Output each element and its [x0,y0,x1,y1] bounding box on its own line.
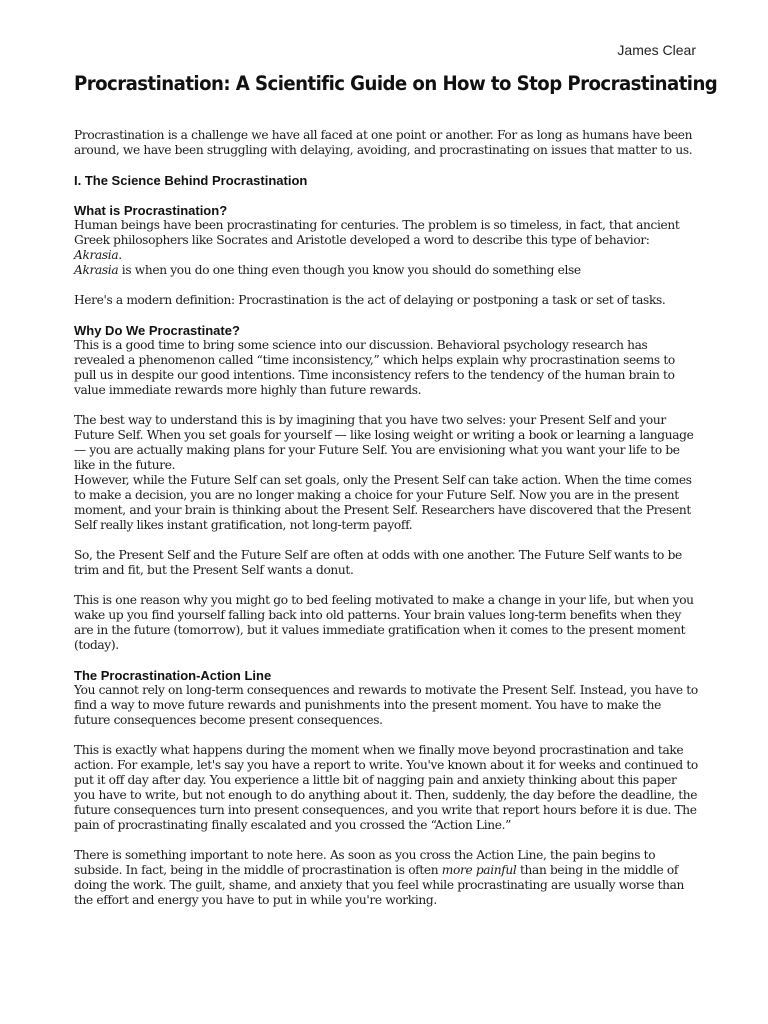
paragraph: This is exactly what happens during the moment when we finally move beyond procrastination and take action. For example, let's say you have a report to write. You've known about it for weeks and continued to put it off day after day. You experience a little bit of nagging pain and anxiety thinking about this paper you have to write, but not enough to do anything about it. Then, suddenly, the day before the deadline, the future consequences turn into present consequences, and you write that report hours before it is due. The pain of procrastinating finally escalated and you crossed the “Action Line.” [74,743,698,832]
paragraph: There is something important to note here. As soon as you cross the Action Line, the pain begins to subside. In fact, being in the middle of procrastination is often more painful than being in the middle of doing the work. The guilt, shame, and anxiety that you feel while procrastinating are usually worse than the effort and energy you have to put in while you're working. [74,848,685,907]
term-akrasia: Akrasia [74,248,119,262]
paragraph: Akrasia is when you do one thing even though you know you should do something else [74,263,581,277]
section-heading: I. The Science Behind Procrastination [74,173,308,188]
subheading-action-line: The Procrastination-Action Line [74,668,272,683]
term-akrasia: Akrasia [74,263,119,277]
author-name: James Clear [617,42,696,58]
article-title: Procrastination: A Scientific Guide on How to Stop Procrastinating [74,72,718,95]
paragraph: However, while the Future Self can set goals, only the Present Self can take action. When the time comes to make a decision, you are no longer making a choice for your Future Self. Now you are in the present moment, and your brain is thinking about the Present Self. Researchers have discovered that the Present Self really likes instant gratification, not long-term payoff. [74,473,692,532]
paragraph: The best way to understand this is by imagining that you have two selves: your Present Self and your Future Self. When you set goals for yourself — like losing weight or writing a book or learning a language — you are actually making plans for your Future Self. You are envisioning what you want your life to be like in the future. [74,413,694,472]
paragraph: Human beings have been procrastinating for centuries. The problem is so timeless, in fact, that ancient Greek philosophers like Socrates and Aristotle developed a word to describe this type of behavior: Akrasia. [74,218,680,262]
paragraph: This is a good time to bring some science into our discussion. Behavioral psychology research has revealed a phenomenon called “time inconsistency,” which helps explain why procrastination seems to pull us in despite our good intentions. Time inconsistency refers to the tendency of the human brain to value immediate rewards more highly than future rewards. [74,338,675,397]
paragraph: So, the Present Self and the Future Self are often at odds with one another. The Future Self wants to be trim and fit, but the Present Self wants a donut. [74,548,682,577]
emphasis: more painful [441,863,517,877]
paragraph: You cannot rely on long-term consequences and rewards to motivate the Present Self. Instead, you have to find a way to move future rewards and punishments into the present moment. You have to make the future consequences become present consequences. [74,683,698,727]
subheading-what-is: What is Procrastination? [74,203,228,218]
paragraph: Here's a modern definition: Procrastination is the act of delaying or postponing a task or set of tasks. [74,293,666,307]
paragraph: This is one reason why you might go to bed feeling motivated to make a change in your life, but when you wake up you find yourself falling back into old patterns. Your brain values long-term benefits when they are in the future (tomorrow), but it values immediate gratification when it comes to the present moment (today). [74,593,694,652]
subheading-why: Why Do We Procrastinate? [74,323,240,338]
intro-paragraph: Procrastination is a challenge we have all faced at one point or another. For as long as humans have been around, we have been struggling with delaying, avoiding, and procrastinating on issues that matter to us. [74,128,693,157]
article-body [74,128,698,923]
